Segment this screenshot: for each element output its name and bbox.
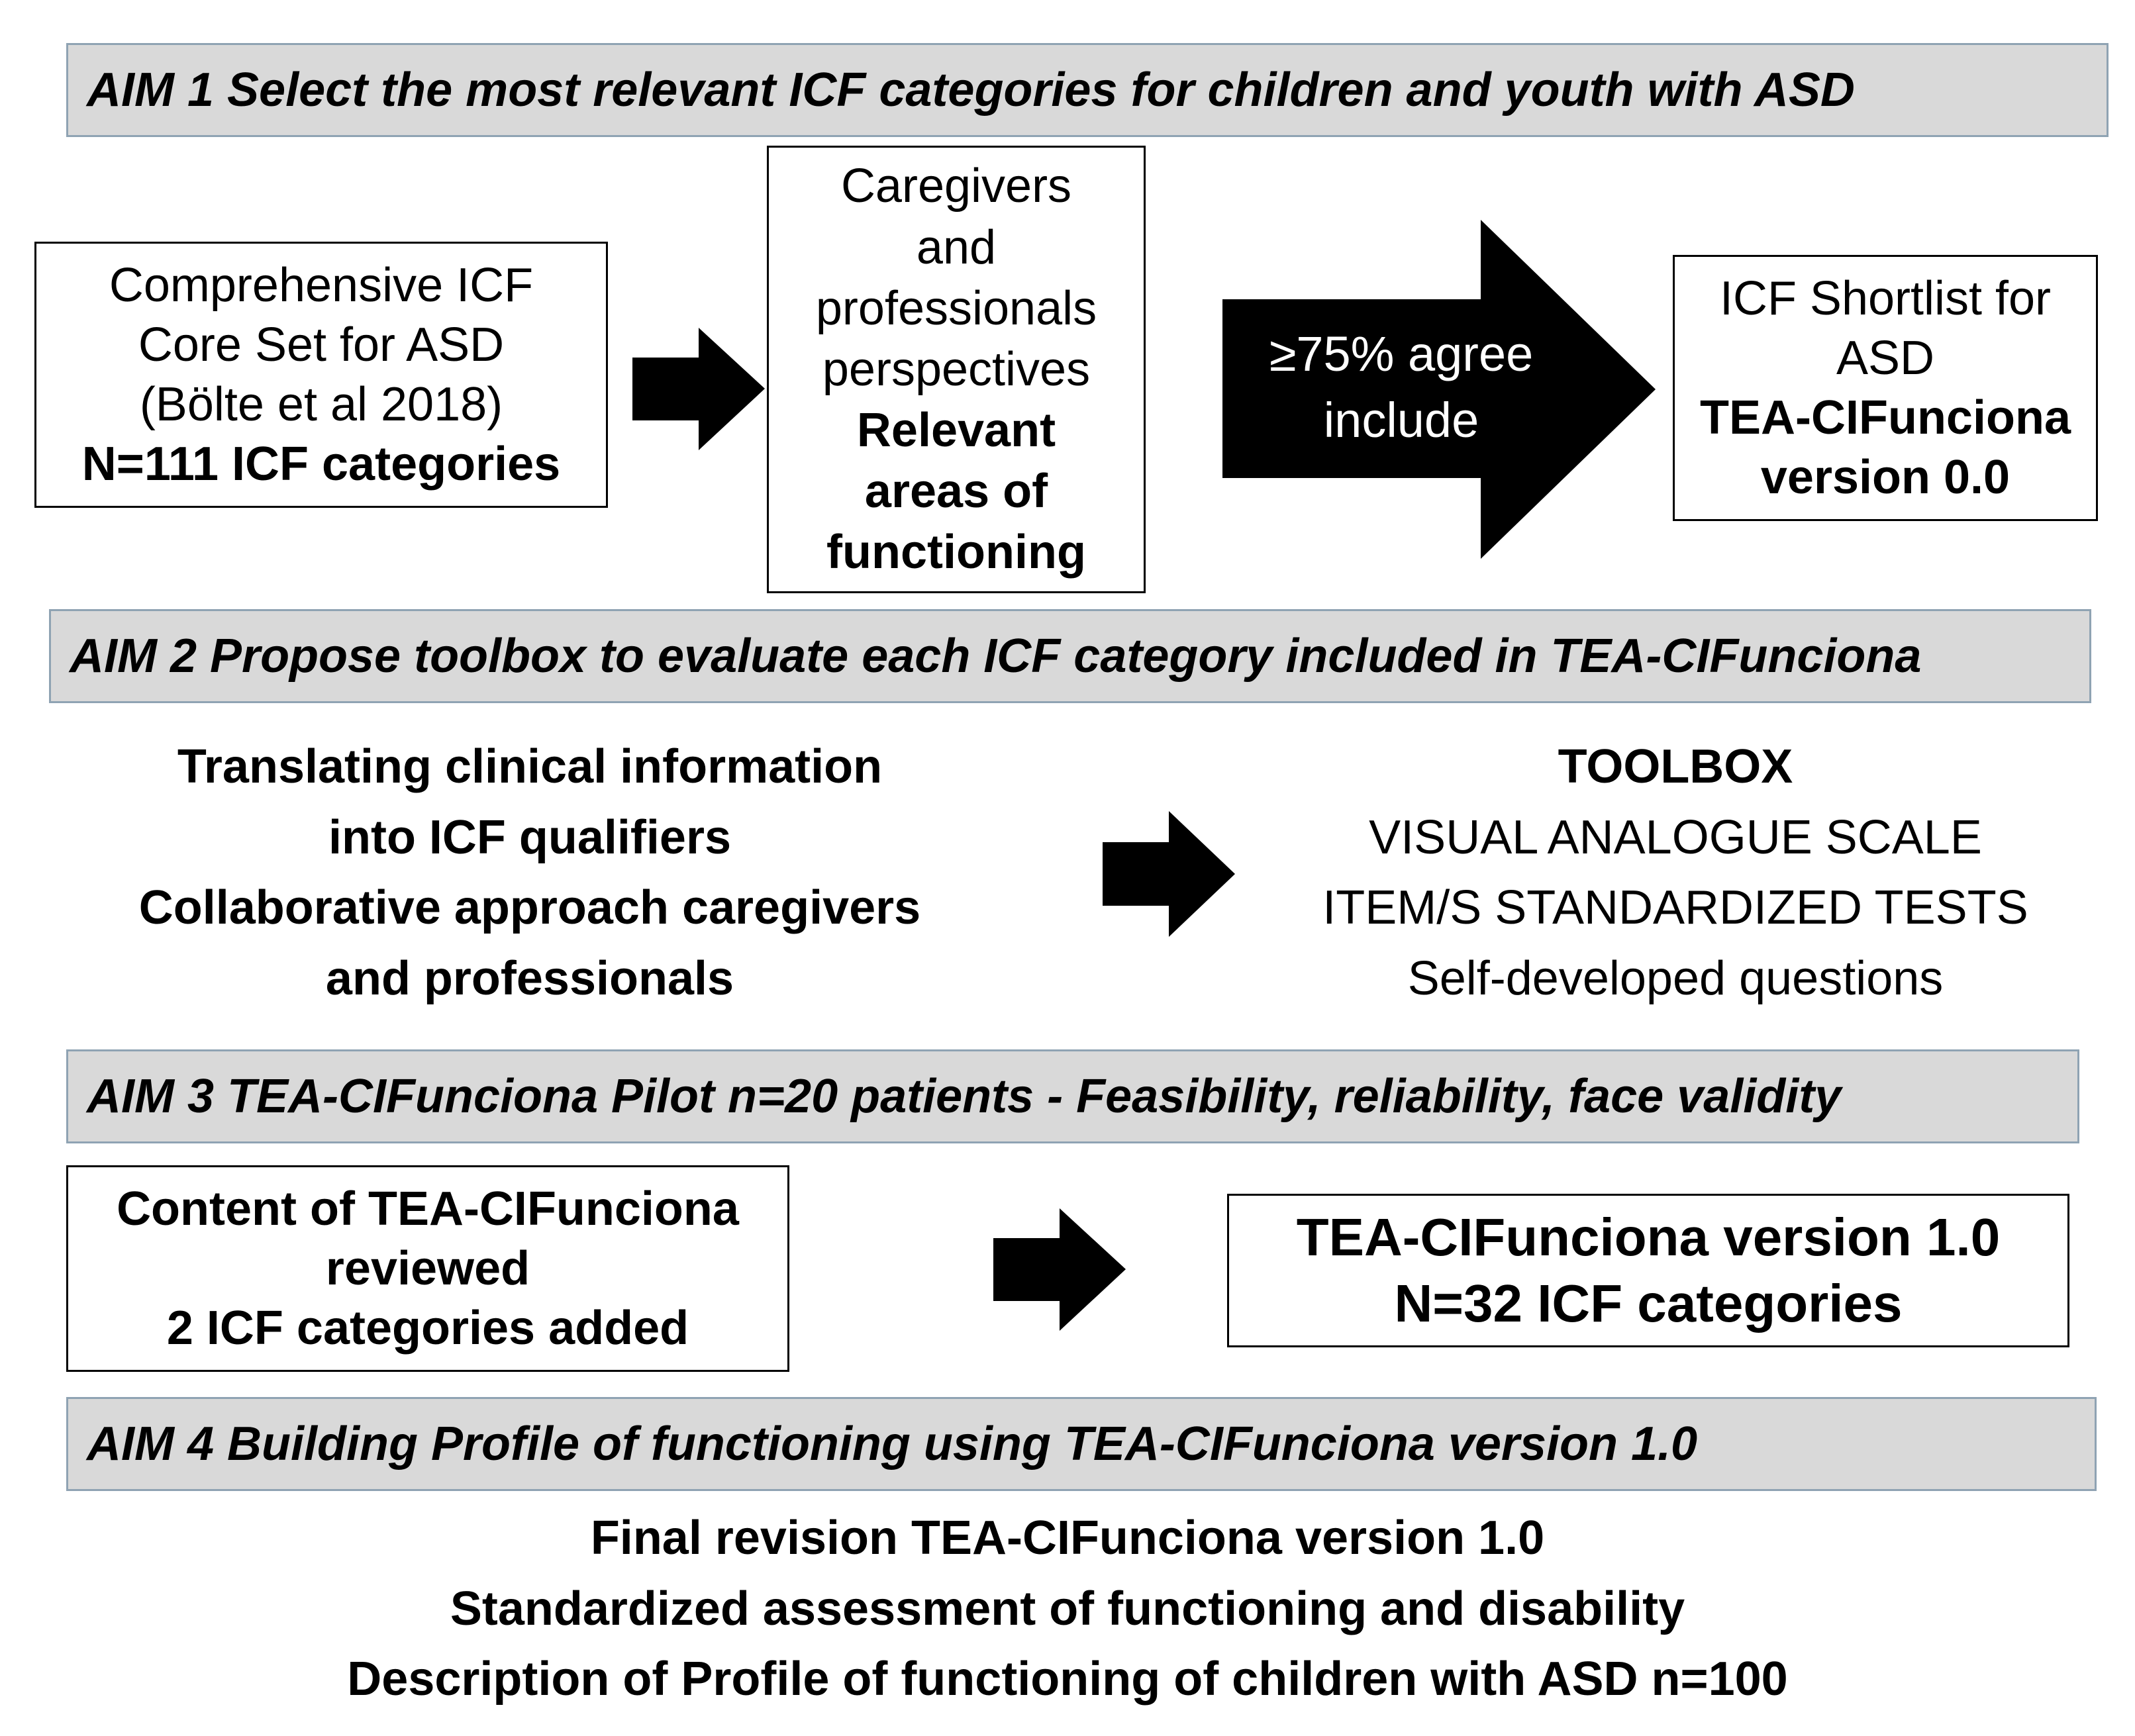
perspectives-line3: professionals (815, 281, 1097, 335)
perspectives-line6: areas of (864, 465, 1048, 518)
aim2-title: AIM 2 Propose toolbox to evaluate each ICF category included in TEA-CIFunciona (70, 630, 1922, 683)
shortlist-line1: ICF Shortlist for (1719, 272, 2052, 325)
aim4-title: AIM 4 Building Profile of functioning using TEA-CIFunciona version 1.0 (87, 1418, 1698, 1471)
aim4-line3: Description of Profile of functioning of children with ASD n=100 (347, 1653, 1788, 1706)
toolbox-text (1271, 732, 2079, 1014)
agreement-label (1222, 321, 1580, 454)
pilot-review-box (66, 1165, 789, 1372)
toolbox-item-tests: ITEM/S STANDARDIZED TESTS (1322, 881, 2028, 935)
aim3-arrow (993, 1208, 1126, 1331)
aim4-outcomes (66, 1503, 2069, 1715)
pilot-review-line3: 2 ICF categories added (166, 1302, 689, 1355)
core-set-line4: N=111 ICF categories (81, 438, 561, 491)
core-set-line1: Comprehensive ICF (109, 259, 534, 312)
shortlist-line4: version 0.0 (1760, 451, 2011, 504)
aim4-line1: Final revision TEA-CIFunciona version 1.0 (590, 1512, 1545, 1565)
aim2-arrow (1103, 811, 1235, 937)
toolbox-heading: TOOLBOX (1558, 740, 1793, 793)
perspectives-line4: perspectives (822, 342, 1091, 396)
shortlist-line3: TEA-CIFunciona (1700, 391, 2071, 444)
aim2-method-line2: into ICF qualifiers (328, 810, 732, 864)
version-1-box (1227, 1194, 2069, 1347)
aim1-title: AIM 1 Select the most relevant ICF categories for children and youth with ASD (87, 64, 1855, 117)
aim2-method-line3: Collaborative approach caregivers (138, 881, 921, 935)
pilot-review-line1: Content of TEA-CIFunciona (117, 1182, 739, 1235)
perspectives-line5: Relevant (856, 404, 1056, 458)
toolbox-item-questions: Self-developed questions (1407, 951, 1944, 1005)
aim2-method-line4: and professionals (325, 951, 734, 1005)
aim2-header (49, 609, 2091, 703)
core-set-line2: Core Set for ASD (138, 318, 505, 371)
perspectives-line7: functioning (826, 526, 1086, 579)
shortlist-line2: ASD (1836, 332, 1935, 385)
perspectives-line2: and (916, 220, 997, 274)
perspectives-box (767, 146, 1146, 593)
aim2-method-text (66, 732, 993, 1014)
version-1-line2: N=32 ICF categories (1394, 1274, 1903, 1333)
core-set-box (34, 242, 608, 508)
aim4-line2: Standardized assessment of functioning and disability (450, 1582, 1685, 1635)
aim2-method-line1: Translating clinical information (177, 740, 883, 793)
aim1-header (66, 43, 2109, 137)
aim1-arrow-1 (632, 328, 765, 450)
aim4-header (66, 1397, 2097, 1491)
version-1-line1: TEA-CIFunciona version 1.0 (1296, 1208, 2001, 1267)
agreement-line2: include (1323, 392, 1479, 448)
perspectives-line1: Caregivers (840, 160, 1072, 213)
toolbox-item-vas: VISUAL ANALOGUE SCALE (1369, 810, 1982, 864)
aim3-header (66, 1049, 2079, 1143)
pilot-review-line2: reviewed (325, 1242, 530, 1295)
agreement-line1: ≥75% agree (1269, 326, 1534, 381)
aim3-title: AIM 3 TEA-CIFunciona Pilot n=20 patients - Feasibility, reliability, face validity (87, 1070, 1842, 1123)
shortlist-box (1673, 255, 2098, 521)
core-set-line3: (Bölte et al 2018) (139, 378, 503, 431)
